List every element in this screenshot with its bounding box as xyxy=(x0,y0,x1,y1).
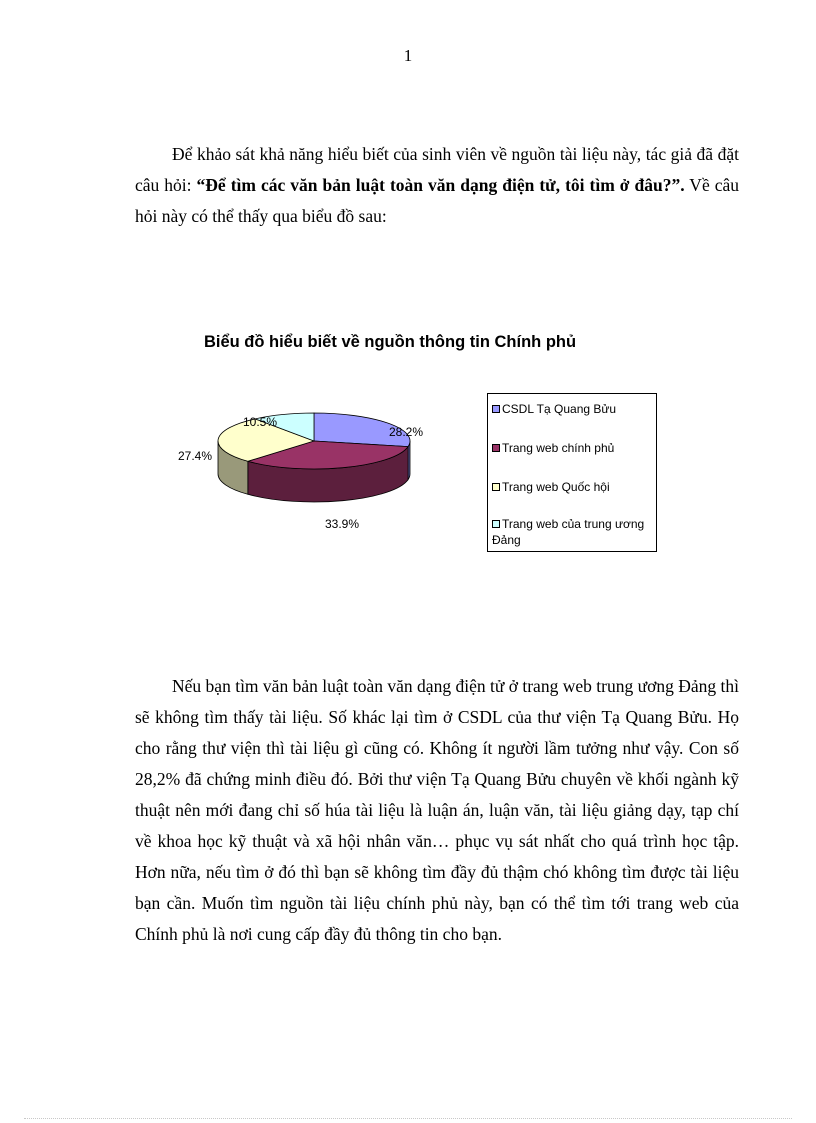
page-number: 1 xyxy=(403,46,413,65)
survey-question: “Để tìm các văn bản luật toàn văn dạng điện tử, tôi tìm ở đâu?”. xyxy=(196,175,685,195)
pie-data-label: 27.4% xyxy=(177,449,212,463)
legend-swatch-0 xyxy=(492,405,500,413)
body-text: Nếu bạn tìm văn bản luật toàn văn dạng điện tử ở trang web trung ương Đảng thì sẽ không tìm thấy tài liệu. Số khác lại tìm ở CSDL của thư viện Tạ Quang Bửu. Họ cho rằng thư viện thì tài liệu gì cũng có. Không ít người lầm tưởng như vậy. Con số 28,2% đã chứng minh điều đó. Bởi thư viện Tạ Quang Bửu chuyên về khối ngành kỹ thuật nên mới đang chỉ số húa tài liệu là luận án, luận văn, tài liệu giảng dạy, tạp chí về khoa học kỹ thuật và xã hội nhân văn… phục vụ sát nhất cho quá trình học tập. Hơn nữa, nếu tìm ở đó thì bạn sẽ không tìm đầy đủ thậm chó không tìm được tài liệu bạn cần. Muốn tìm nguồn tài liệu chính phủ này, bạn có thể tìm tới trang web của Chính phủ là nơi cung cấp đầy đủ thông tin cho bạn. xyxy=(135,676,739,944)
pie-data-label: 33.9% xyxy=(324,517,360,531)
chart-legend xyxy=(487,393,657,552)
legend-item-csdl xyxy=(492,401,654,417)
legend-item-chinh-phu xyxy=(492,440,654,456)
intro-paragraph xyxy=(135,139,739,232)
legend-label: Trang web chính phủ xyxy=(502,441,615,455)
intro-text-after: Về câu hỏi này có thể thấy qua biểu đồ sau: xyxy=(135,175,740,226)
legend-swatch-1 xyxy=(492,444,500,452)
legend-swatch-2 xyxy=(492,483,500,491)
page-footer-divider xyxy=(24,1118,792,1119)
legend-label: Trang web Quốc hội xyxy=(502,480,610,494)
legend-swatch-3 xyxy=(492,520,500,528)
body-paragraph xyxy=(135,671,739,950)
legend-item-quoc-hoi xyxy=(492,479,654,495)
chart-title: Biểu đồ hiểu biết về nguồn thông tin Chính phủ xyxy=(203,333,577,351)
pie-data-label: 28.2% xyxy=(389,425,424,439)
intro-text: Để khảo sát khả năng hiểu biết của sinh viên về nguồn tài liệu này, tác giả đã đặt câu hỏi: xyxy=(135,144,739,195)
legend-item-trung-uong-dang xyxy=(492,516,654,548)
legend-label: Trang web của trung ương Đảng xyxy=(492,517,645,547)
pie-chart xyxy=(160,400,480,550)
legend-label: CSDL Tạ Quang Bửu xyxy=(502,402,617,416)
pie-data-label: 10.5% xyxy=(242,415,278,429)
